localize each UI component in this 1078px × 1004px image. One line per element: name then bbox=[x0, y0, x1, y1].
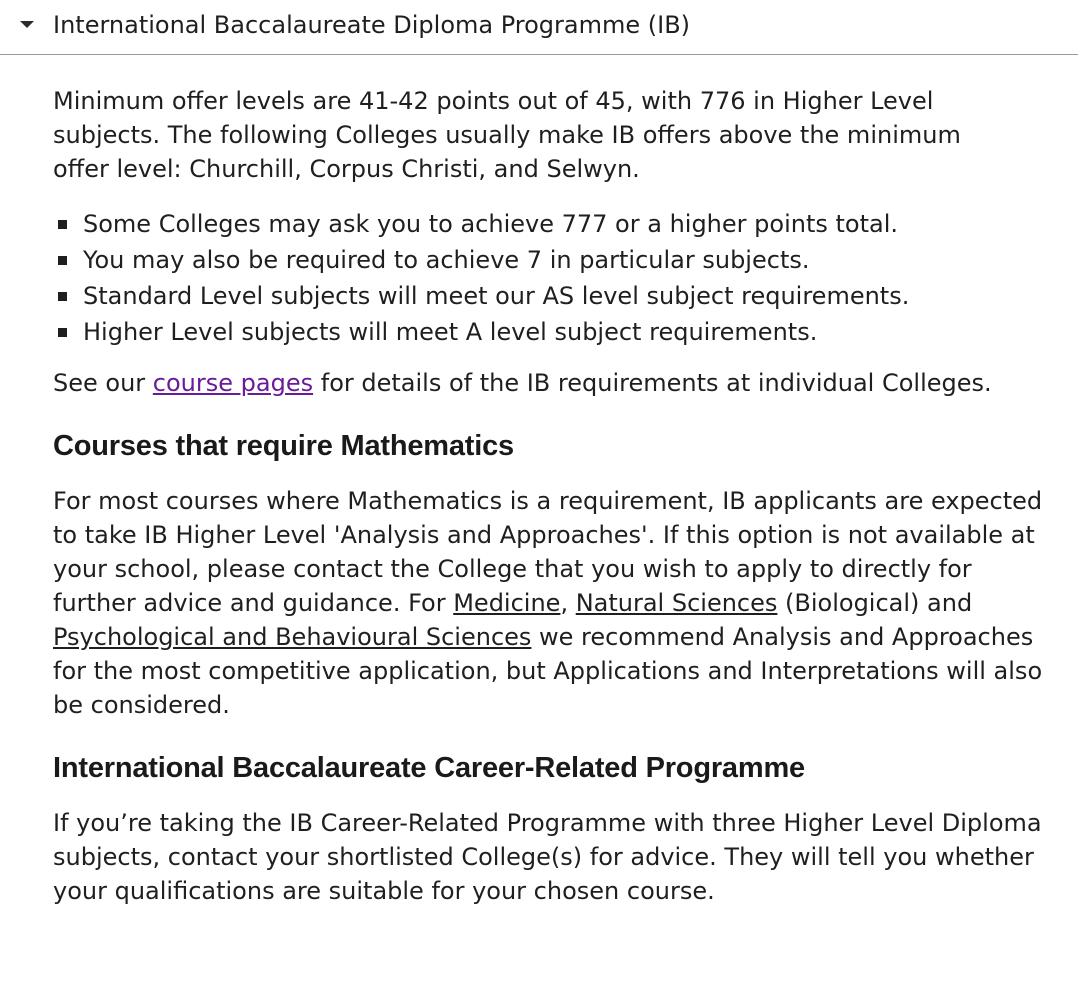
bullet-square-icon bbox=[58, 256, 67, 265]
career-heading: International Baccalaureate Career-Related Programme bbox=[53, 752, 805, 784]
see-also-before: See our bbox=[53, 369, 153, 397]
medicine-link[interactable]: Medicine bbox=[453, 589, 561, 617]
maths-heading: Courses that require Mathematics bbox=[53, 430, 514, 462]
accordion-content bbox=[53, 84, 1043, 908]
bullet-square-icon bbox=[58, 328, 67, 337]
list-item-text: You may also be required to achieve 7 in particular subjects. bbox=[83, 246, 810, 274]
bullet-square-icon bbox=[58, 292, 67, 301]
list-item-text: Standard Level subjects will meet our AS level subject requirements. bbox=[83, 282, 910, 310]
caret-down-icon[interactable] bbox=[20, 21, 34, 28]
maths-text-3: we recommend Analysis and Approaches for the most competitive application, but Applications and Interpretations will also be considered. bbox=[53, 623, 1043, 719]
career-paragraph: If you’re taking the IB Career-Related Programme with three Higher Level Diploma subjects, contact your shortlisted College(s) for advice. They will tell you whether your qualifications are suitable for your chosen course. bbox=[53, 809, 1042, 905]
requirements-list bbox=[53, 206, 1043, 350]
accordion-header-ib[interactable] bbox=[0, 0, 1078, 55]
maths-sep-1: , bbox=[560, 589, 576, 617]
psychological-behavioural-sciences-link[interactable]: Psychological and Behavioural Sciences bbox=[53, 623, 532, 651]
list-item bbox=[53, 206, 1043, 242]
see-also-after: for details of the IB requirements at individual Colleges. bbox=[313, 369, 992, 397]
maths-paragraph bbox=[53, 484, 1043, 722]
accordion-title[interactable]: International Baccalaureate Diploma Programme (IB) bbox=[53, 11, 691, 39]
maths-text-2: (Biological) and bbox=[777, 589, 973, 617]
maths-text-1: For most courses where Mathematics is a requirement, IB applicants are expected to take IB Higher Level 'Analysis and Approaches'. If this option is not available at your school, please contact the College that you wish to apply to directly for further advice and guidance. For bbox=[53, 487, 1043, 617]
intro-paragraph: Minimum offer levels are 41-42 points out of 45, with 776 in Higher Level subjects. The following Colleges usually make IB offers above the minimum offer level: Churchill, Corpus Christi, and Selwyn. bbox=[53, 87, 961, 183]
course-pages-link[interactable]: course pages bbox=[152, 369, 314, 397]
list-item-text: Some Colleges may ask you to achieve 777 or a higher points total. bbox=[83, 210, 899, 238]
list-item bbox=[53, 242, 1043, 278]
see-also-paragraph bbox=[53, 366, 1013, 400]
list-item-text: Higher Level subjects will meet A level subject requirements. bbox=[83, 318, 818, 346]
bullet-square-icon bbox=[58, 220, 67, 229]
list-item bbox=[53, 278, 1043, 314]
natural-sciences-link[interactable]: Natural Sciences bbox=[575, 589, 778, 617]
list-item bbox=[53, 314, 1043, 350]
